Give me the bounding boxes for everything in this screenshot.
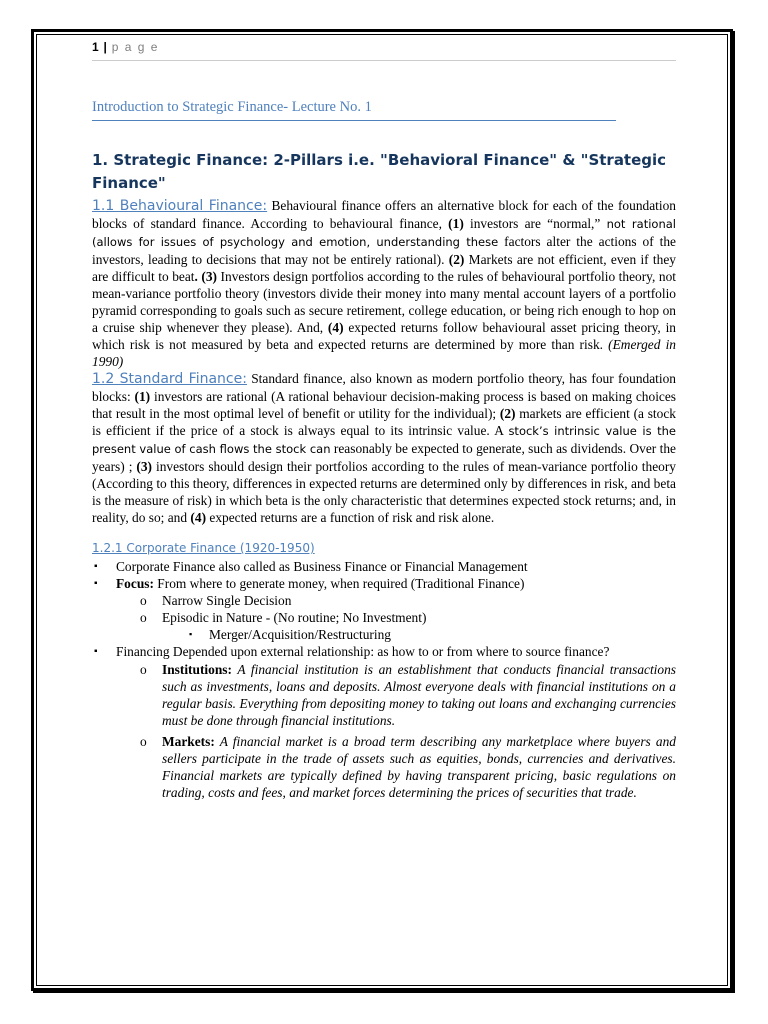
institutions-label: Institutions: [162, 662, 232, 677]
bf-text-5: expected returns follow behavioural asset pricing theory, in which risk is not measured by beta and expected returns are determined by more than risk. [92, 320, 676, 352]
sf-text-2: investors are rational (A rational behaviour decision-making process is based on making choices that result in the most optimal level of benefit or utility for the individual); [92, 389, 677, 421]
sf-text-3: markets are efficient (a stock is efficient if the price of a stock is always equal to its intrinsic value. A [92, 406, 676, 438]
standard-finance-paragraph [92, 370, 676, 526]
list-item [92, 626, 676, 643]
bf-num-3: (3) [197, 269, 218, 284]
circle-bullet-icon: o [140, 593, 147, 608]
bf-text-4: Investors design portfolios according to the rules of behavioural portfolio theory, not mean-variance portfolio theory (investors divide their money into many mental account layers of a portfolio pyramid corresponding to goals such as secure retirement, college education, or being rich enough to hop on a cruise ship whenever they please). And, [92, 269, 676, 335]
page-content [92, 40, 676, 801]
bf-text-2c: factors alter the actions of the investors, leading to decisions that may not be entirely rational). [92, 234, 676, 267]
page-separator: | [103, 40, 107, 54]
square-bullet-icon: ▪ [94, 561, 98, 572]
list-item-text: Episodic in Nature - (No routine; No Investment) [162, 610, 427, 625]
sf-text-3b: stock’s intrinsic value is the present value of cash flows the stock can [92, 424, 676, 456]
bf-text-3: Markets are not efficient, even if they are difficult to beat [92, 252, 676, 284]
list-item [92, 733, 676, 801]
page-header [92, 40, 676, 61]
sf-num-1: (1) [134, 389, 151, 404]
list-item-text: Financing Depended upon external relationship: as how to or from where to source finance? [116, 644, 610, 659]
bf-num-1: (1) [448, 216, 464, 231]
square-bullet-icon: ▪ [94, 646, 98, 657]
list-item [92, 592, 676, 609]
list-item-text: Merger/Acquisition/Restructuring [209, 627, 391, 642]
sf-num-4: (4) [190, 510, 207, 525]
bf-dot: . [194, 269, 198, 284]
section-1-title: 1. Strategic Finance: 2-Pillars i.e. "Behavioral Finance" & "Strategic Finance" [92, 151, 667, 192]
square-bullet-icon: ▪ [94, 578, 98, 589]
bf-text-2b: not rational (allows for issues of psychology and emotion, understanding these [92, 217, 676, 249]
page-number: 1 [92, 40, 99, 54]
corporate-finance-heading: 1.2.1 Corporate Finance (1920-1950) [92, 541, 315, 555]
bf-num-4: (4) [327, 320, 344, 335]
bf-num-2: (2) [448, 252, 465, 267]
list-item [92, 558, 676, 575]
list-item [92, 575, 676, 592]
markets-text: A financial market is a broad term describing any marketplace where buyers and sellers participate in the trade of assets such as equities, bonds, currencies and derivatives. Financial markets are typically defined by having transparent pricing, basic regulations on trading, costs and fees, and market forces determining the prices of securities that trade. [162, 734, 676, 800]
list-item [92, 609, 676, 626]
behavioural-finance-heading: 1.1 Behavioural Finance: [92, 198, 268, 214]
focus-label: Focus: [116, 576, 154, 591]
corporate-finance-list [92, 558, 676, 801]
list-item-text: From where to generate money, when required (Traditional Finance) [153, 576, 525, 591]
sf-text-4: investors should design their portfolios according to the rules of mean-variance portfolio theory (According to this theory, differences in expected returns are determined only by differences in risk, and beta is the measure of risk) in which beta is the only characteristic that determines expected stock returns; and, in reality, do so; and [92, 459, 676, 525]
list-item-text: Corporate Finance also called as Business Finance or Financial Management [116, 559, 528, 574]
sf-text-5: expected returns are a function of risk and risk alone. [206, 510, 495, 525]
list-item [92, 643, 676, 660]
bf-emerged-note: (Emerged in 1990) [92, 337, 676, 369]
behavioural-finance-paragraph [92, 197, 676, 370]
sf-text-1: Standard finance, also known as modern portfolio theory, has four foundation blocks: [92, 371, 676, 404]
circle-bullet-icon: o [140, 734, 147, 749]
bf-text-2: investors are “normal,” [463, 216, 607, 231]
page-label: p a g e [111, 40, 159, 54]
list-item [92, 661, 676, 729]
institutions-text: A financial institution is an establishment that conducts financial transactions such as investments, loans and deposits. Almost everyone deals with financial institutions on a regular basis. Everything from depositing money to taking out loans and exchanging currencies must be done through financial institutions. [162, 662, 676, 728]
circle-bullet-icon: o [140, 662, 147, 677]
markets-label: Markets: [162, 734, 215, 749]
bf-text-1: Behavioural finance offers an alternative block for each of the foundation blocks of standard finance. According to behavioural finance, [92, 198, 676, 231]
square-bullet-icon: ▪ [189, 629, 193, 639]
sf-text-3c: reasonably be expected to generate, such as dividends. Over the years) ; [92, 441, 676, 474]
lecture-title: Introduction to Strategic Finance- Lecture No. 1 [92, 99, 616, 121]
standard-finance-heading: 1.2 Standard Finance: [92, 371, 247, 387]
circle-bullet-icon: o [140, 610, 147, 625]
sf-num-3: (3) [136, 459, 153, 474]
sf-num-2: (2) [499, 406, 516, 421]
list-item-text: Narrow Single Decision [162, 593, 292, 608]
